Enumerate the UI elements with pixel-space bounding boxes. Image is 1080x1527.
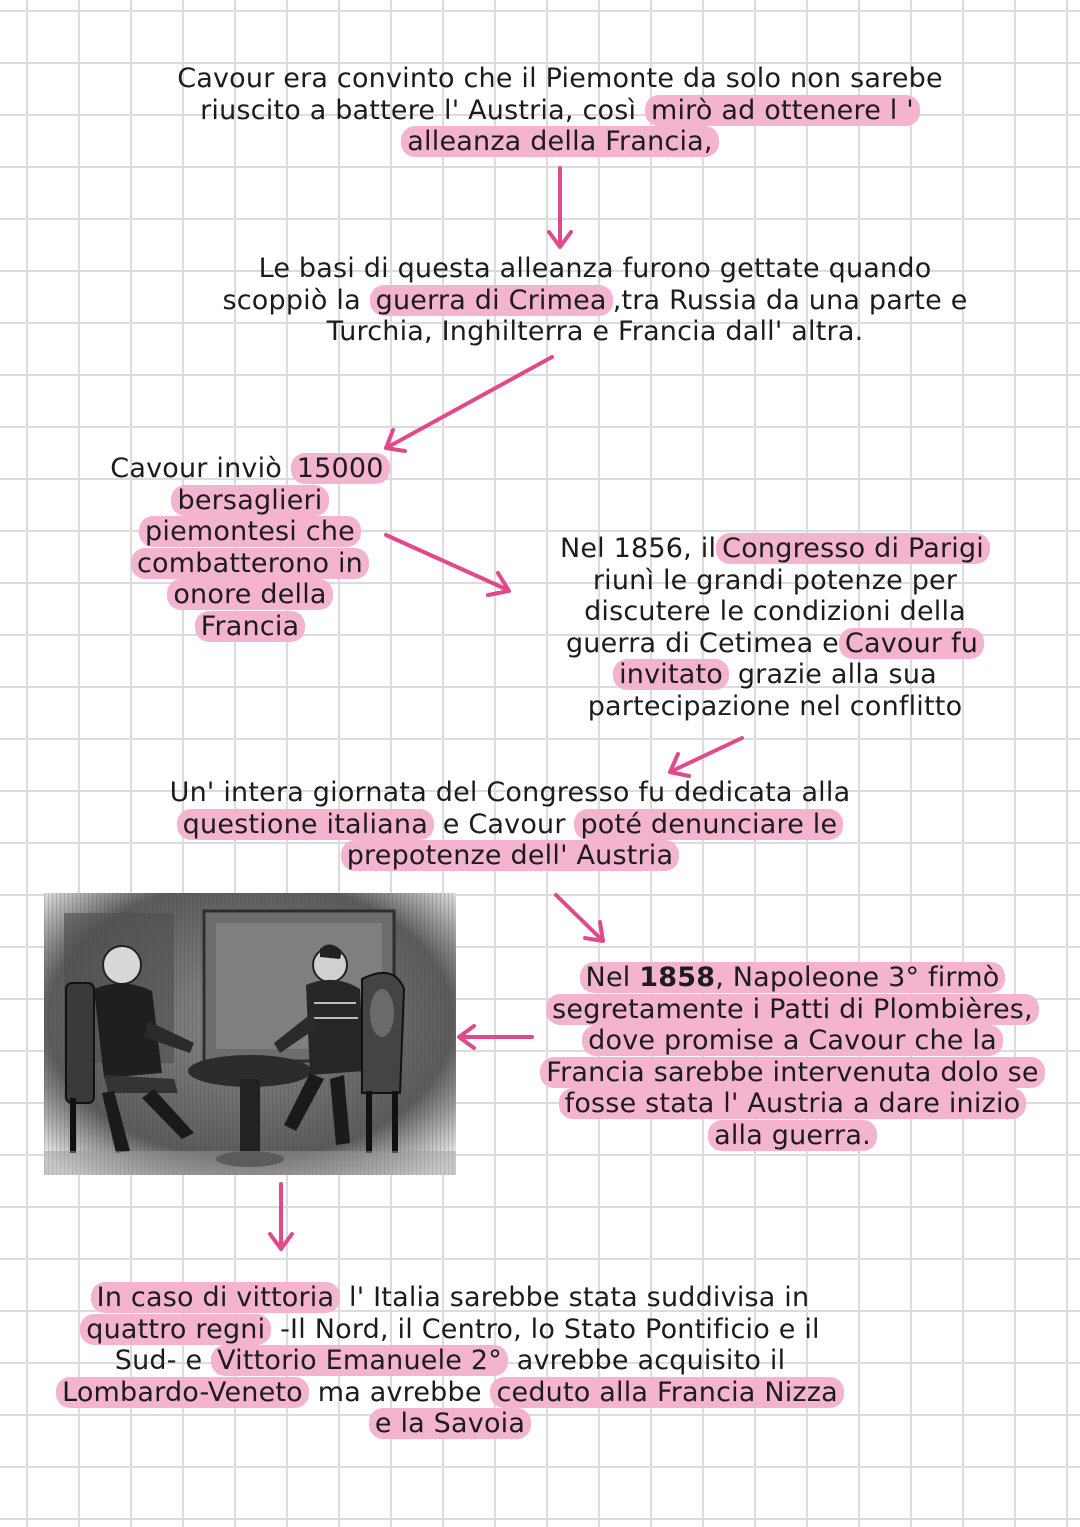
text-line: quattro regni -Il Nord, il Centro, lo Stato Pontificio e il	[10, 1314, 890, 1346]
text-line	[505, 1088, 1080, 1120]
highlight: Francia	[195, 611, 306, 642]
highlight: Congresso di Parigi	[716, 533, 990, 564]
text-line: invitato grazie alla sua	[525, 659, 1025, 691]
text-line: Turchia, Inghilterra e Francia dall' altra.	[326, 316, 864, 347]
highlight: 15000	[291, 453, 390, 484]
text-line	[140, 126, 980, 158]
text-line: Sud- e Vittorio Emanuele 2° avrebbe acquisito il	[114, 1345, 786, 1376]
highlight: alla guerra.	[708, 1120, 877, 1151]
arrow-down-left-4	[670, 738, 742, 776]
text-line: riunì le grandi potenze per	[592, 564, 958, 596]
text-block-cavour-goal	[140, 63, 980, 158]
text-line: guerra di Cetimea e Cavour fu	[525, 628, 1025, 660]
text-block-plombieres	[505, 962, 1080, 1151]
text-line: riuscito a battere l' Austria, così mirò ad ottenere l '	[140, 95, 980, 127]
text-line	[100, 548, 400, 580]
text-line: partecipazione nel conflitto	[587, 690, 963, 722]
highlight: onore della	[167, 579, 332, 610]
highlight: Francia sarebbe intervenuta dolo se	[540, 1057, 1044, 1088]
highlight: alleanza della Francia,	[401, 126, 718, 157]
highlight: guerra di Crimea	[370, 285, 613, 316]
highlight: poté denunciare le	[574, 809, 843, 840]
text-line	[505, 994, 1080, 1026]
text-line	[505, 962, 1080, 994]
highlight: ceduto alla Francia Nizza	[490, 1377, 843, 1408]
arrow-right-3	[386, 535, 509, 595]
text-line	[505, 1120, 1080, 1152]
text-block-crimea	[180, 253, 1010, 348]
text-line	[10, 1408, 890, 1440]
highlight: questione italiana	[177, 809, 434, 840]
text-line	[100, 516, 400, 548]
highlight: bersaglieri	[171, 485, 328, 516]
text-line	[100, 485, 400, 517]
text-block-congresso-parigi	[525, 533, 1025, 722]
text-line: In caso di vittoria l' Italia sarebbe stata suddivisa in	[10, 1282, 890, 1314]
highlight: Lombardo-Veneto	[56, 1377, 309, 1408]
text-line: Le basi di questa alleanza furono gettate quando	[258, 253, 932, 284]
highlight: Nel 1858, Napoleone 3° firmò	[580, 962, 1006, 993]
arrow-down-7	[270, 1184, 292, 1249]
text-line: scoppiò la guerra di Crimea ,tra Russia da una parte e	[222, 284, 968, 316]
highlight: prepotenze dell' Austria	[341, 840, 680, 871]
text-line	[110, 840, 910, 872]
highlight: mirò ad ottenere l '	[645, 95, 920, 126]
text-line: Cavour inviò 15000	[100, 453, 400, 485]
text-line: Nel 1856, il Congresso di Parigi	[525, 533, 1025, 565]
highlight: segretamente i Patti di Plombières,	[546, 994, 1039, 1025]
text-line	[100, 579, 400, 611]
highlight: In caso di vittoria	[91, 1282, 341, 1313]
highlight: combatterono in	[131, 548, 369, 579]
highlight: e la Savoia	[369, 1408, 531, 1439]
text-line: Lombardo-Veneto ma avrebbe ceduto alla Francia Nizza	[10, 1377, 890, 1409]
text-block-vittoria	[10, 1282, 890, 1440]
arrow-down-right-5	[556, 895, 603, 941]
highlight: Cavour fu	[839, 628, 984, 659]
highlight: fosse stata l' Austria a dare inizio	[559, 1088, 1027, 1119]
text-line: Cavour era convinto che il Piemonte da solo non sarebe	[177, 63, 943, 94]
text-block-questione-italiana	[110, 777, 910, 872]
text-line	[505, 1057, 1080, 1089]
text-line: questione italiana e Cavour poté denunciare le	[110, 809, 910, 841]
highlight: dove promise a Cavour che la	[582, 1025, 1003, 1056]
text-line: discutere le condizioni della	[584, 596, 966, 627]
highlight: piemontesi che	[139, 516, 361, 547]
highlight: quattro regni	[80, 1314, 271, 1345]
historical-engraving-image	[44, 893, 456, 1175]
text-line: Un' intera giornata del Congresso fu dedicata alla	[169, 777, 851, 808]
highlight: invitato	[613, 659, 729, 690]
text-block-bersaglieri	[100, 453, 400, 642]
text-line	[100, 611, 400, 643]
arrow-down-left-2	[386, 357, 552, 451]
highlight: Vittorio Emanuele 2°	[211, 1345, 508, 1376]
arrow-down-1	[549, 168, 571, 247]
text-line	[505, 1025, 1080, 1057]
